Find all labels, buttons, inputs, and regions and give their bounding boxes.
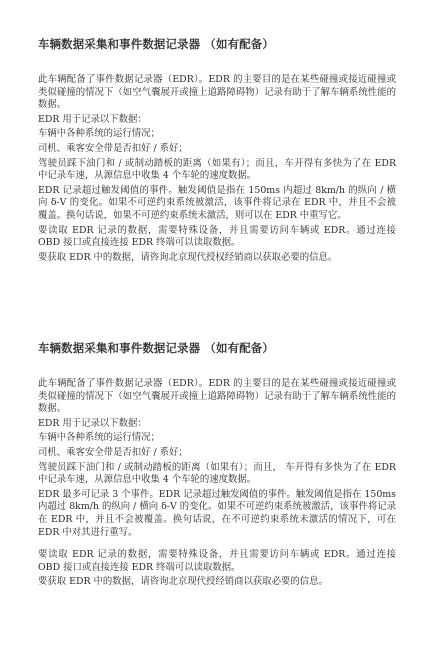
section-title: 车辆数据采集和事件数据记录器 （如有配备） (38, 37, 274, 51)
trigger-paragraph: EDR 最多可记录 3 个事件。EDR 记录超过触发阈值的事件。触发阈值是指在 150ms 内超过 8km/h 的纵向 / 横向 δ-V 的变化。如果不可逆约束系统被激活，该事件将记录在 EDR 中，并且不会被覆盖。换句话说，在不可逆约束系统未激活的情况下，可在 EDR 中对其进行重写。 (38, 488, 396, 538)
list-item: 车辆中各种系统的运行情况； (38, 128, 160, 140)
section-title: 车辆数据采集和事件数据记录器 （如有配备） (38, 341, 274, 355)
list-item: 车辆中各种系统的运行情况； (38, 432, 160, 444)
trigger-paragraph: EDR 记录超过触发阈值的事件。触发阈值是指在 150ms 内超过 8km/h 的纵向 / 横向 δ-V 的变化。如果不可逆约束系统被激活，该事件将记录在 EDR 中，并且不会被覆盖。换句话说，如果不可逆约束系统未激活，则可以在 EDR 中重写它。 (38, 184, 396, 221)
list-item: 驾驶员踩下油门和 / 或制动踏板的距离（如果有）；而且， 车开得有多快为了在 EDR 中记录车速，从源信息中收集 4 个车轮的速度数据。 (38, 461, 396, 486)
list-item: 司机、乘客安全带是否扣好 / 系好； (38, 142, 188, 154)
paragraph-spacer (38, 541, 396, 549)
intro-paragraph: 此车辆配备了事件数据记录器（EDR）。EDR 的主要目的是在某些碰撞或接近碰撞或类似碰撞的情况下（如空气囊展开或撞上道路障碍物）记录有助于了解车辆系统性能的数据。 (38, 74, 396, 111)
edr-section-1 (38, 36, 396, 266)
data-list-heading: EDR 用于记录以下数据： (38, 113, 147, 125)
list-item: 驾驶员踩下油门和 / 或制动踏板的距离（如果有）；而且，车开得有多快为了在 EDR 中记录车速，从源信息中收集 4 个车轮的速度数据。 (38, 157, 396, 182)
dealer-paragraph: 要获取 EDR 中的数据，请咨询北京现代授经销商以获取必要的信息。 (38, 576, 328, 588)
read-data-paragraph: 要读取 EDR 记录的数据，需要特殊设备，并且需要访问车辆或 EDR。通过连接 OBD 接口或直接连接 EDR 终端可以读取数据。 (38, 549, 396, 573)
dealer-paragraph: 要获取 EDR 中的数据，请咨询北京现代授权经销商以获取必要的信息。 (38, 251, 338, 263)
list-item: 司机、乘客安全带是否扣好 / 系好； (38, 446, 188, 458)
data-list-heading: EDR 用于记录以下数据： (38, 417, 147, 429)
edr-section-2 (38, 340, 396, 591)
read-data-paragraph: 要读取 EDR 记录的数据，需要特殊设备，并且需要访问车辆或 EDR。通过连接 OBD 接口或直接连接 EDR 终端可以读取数据。 (38, 224, 396, 249)
intro-paragraph: 此车辆配备了事件数据记录器（EDR）。EDR 的主要目的是在某些碰撞或接近碰撞或类似碰撞的情况下（如空气囊展开或撞上道路障碍物）记录有助于了解车辆系统性能的数据。 (38, 378, 396, 415)
